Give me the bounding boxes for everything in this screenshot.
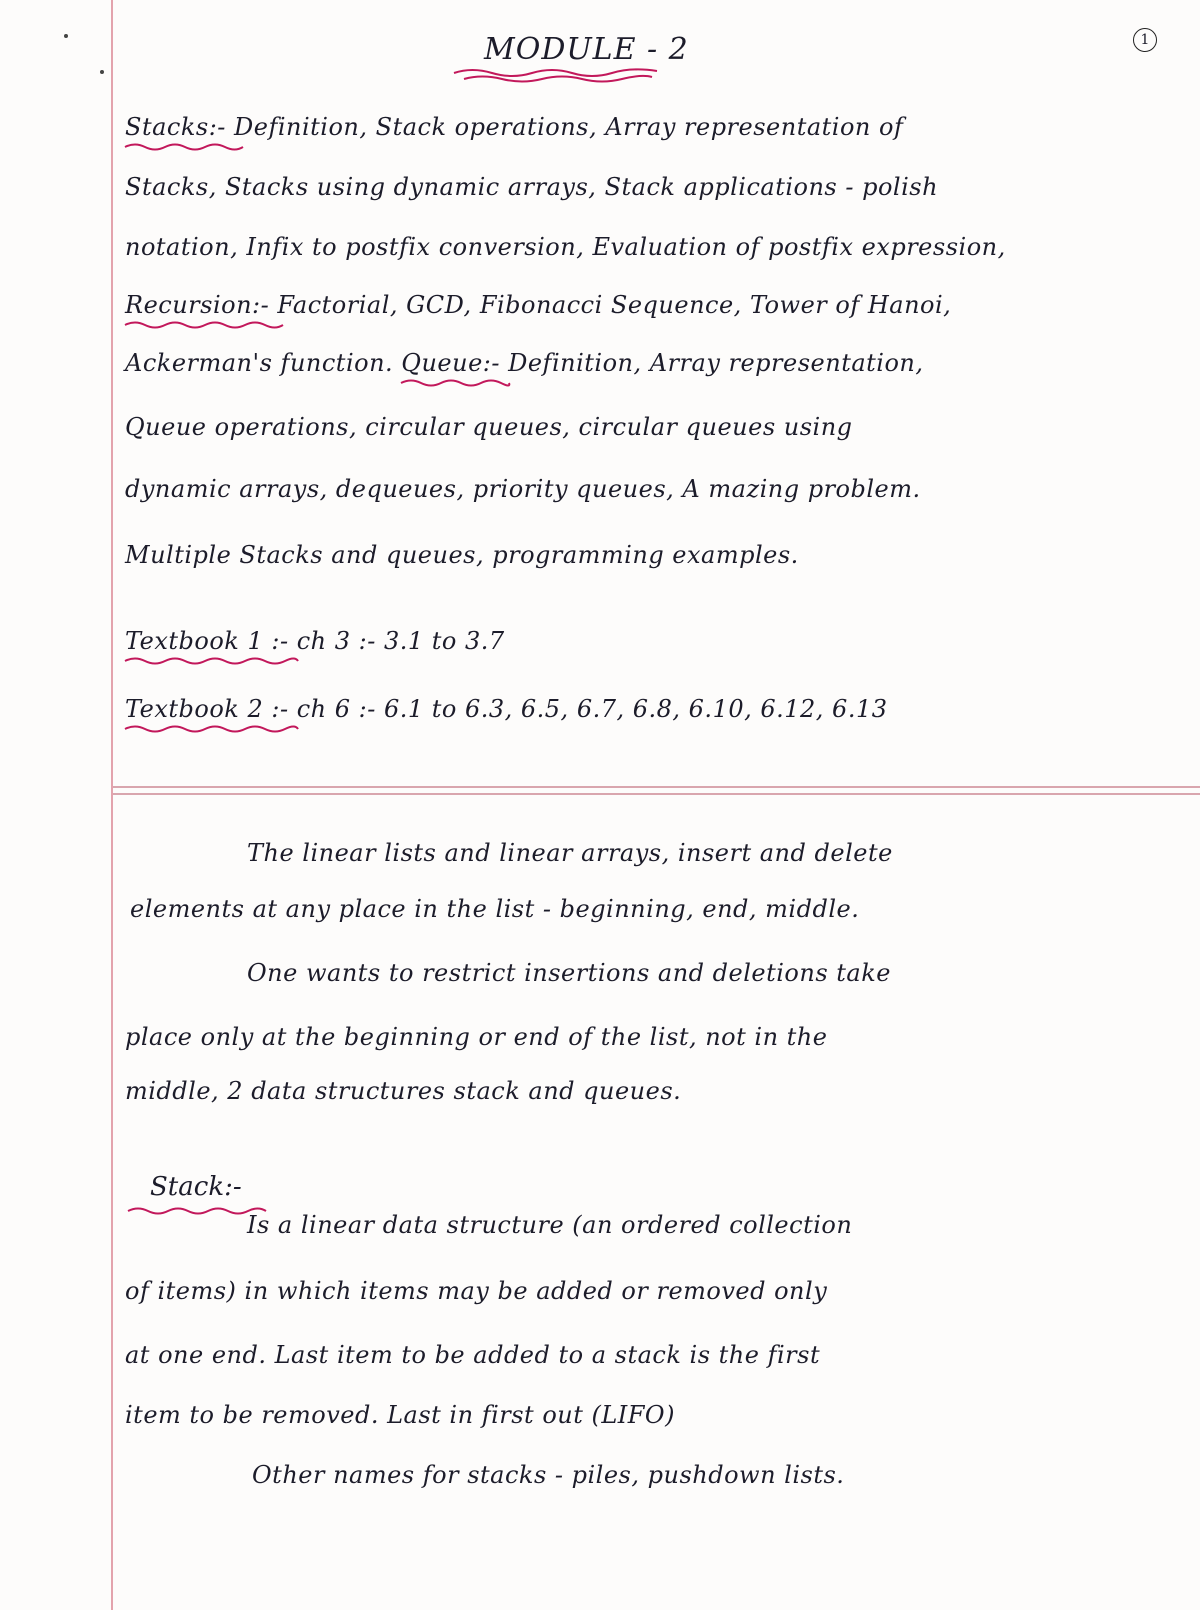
syllabus-line: Recursion:- Factorial, GCD, Fibonacci Sequence, Tower of Hanoi, xyxy=(125,290,1185,320)
textbook-2: Textbook 2 :- ch 6 :- 6.1 to 6.3, 6.5, 6.7, 6.8, 6.10, 6.12, 6.13 xyxy=(125,694,1185,724)
intro-line: The linear lists and linear arrays, insert and delete xyxy=(247,839,893,867)
intro-line: place only at the beginning or end of the list, not in the xyxy=(125,1023,828,1051)
intro-line: One wants to restrict insertions and deletions take xyxy=(247,959,891,987)
syllabus-line: Ackerman's function. Queue:- Definition, Array representation, xyxy=(125,348,1185,378)
syllabus-line: Queue operations, circular queues, circular queues using xyxy=(125,413,853,441)
syllabus-line: Stacks, Stacks using dynamic arrays, Stack applications - polish xyxy=(125,173,939,201)
syllabus-line: Multiple Stacks and queues, programming examples. xyxy=(125,541,799,569)
page-number: 1 xyxy=(1133,28,1157,52)
ink-dot xyxy=(100,70,104,74)
stack-line: of items) in which items may be added or removed only xyxy=(125,1277,828,1305)
textbook-2-label: Textbook 2 :- xyxy=(125,694,289,724)
stacks-underline xyxy=(125,142,245,152)
title-underline xyxy=(452,63,662,87)
page-title: MODULE - 2 xyxy=(484,32,689,67)
intro-line: middle, 2 data structures stack and queues. xyxy=(125,1077,682,1105)
stack-heading: Stack:- xyxy=(150,1172,242,1202)
queue-underline xyxy=(401,378,511,388)
margin-line xyxy=(111,0,113,1610)
textbook-1-label: Textbook 1 :- xyxy=(125,626,289,656)
textbook-1: Textbook 1 :- ch 3 :- 3.1 to 3.7 xyxy=(125,626,1185,656)
intro-line: elements at any place in the list - beginning, end, middle. xyxy=(130,895,860,923)
stack-line: Is a linear data structure (an ordered collection xyxy=(247,1211,853,1239)
recursion-keyword: Recursion:- xyxy=(125,290,269,320)
section-divider xyxy=(113,793,1200,795)
stack-line: item to be removed. Last in first out (LIFO) xyxy=(125,1401,675,1429)
syllabus-line: notation, Infix to postfix conversion, Evaluation of postfix expression, xyxy=(125,233,1006,261)
syllabus-line: dynamic arrays, dequeues, priority queues, A mazing problem. xyxy=(125,475,921,503)
stack-line: at one end. Last item to be added to a stack is the first xyxy=(125,1341,821,1369)
syllabus-line: Stacks:- Definition, Stack operations, Array representation of xyxy=(125,112,1185,142)
stack-line: Other names for stacks - piles, pushdown lists. xyxy=(252,1461,845,1489)
textbook-2-underline xyxy=(125,724,300,734)
ink-dot xyxy=(64,34,68,38)
stacks-keyword: Stacks:- xyxy=(125,112,226,142)
textbook-1-underline xyxy=(125,656,300,666)
section-divider xyxy=(113,786,1200,788)
queue-keyword: Queue:- xyxy=(401,348,500,378)
recursion-underline xyxy=(125,320,285,330)
